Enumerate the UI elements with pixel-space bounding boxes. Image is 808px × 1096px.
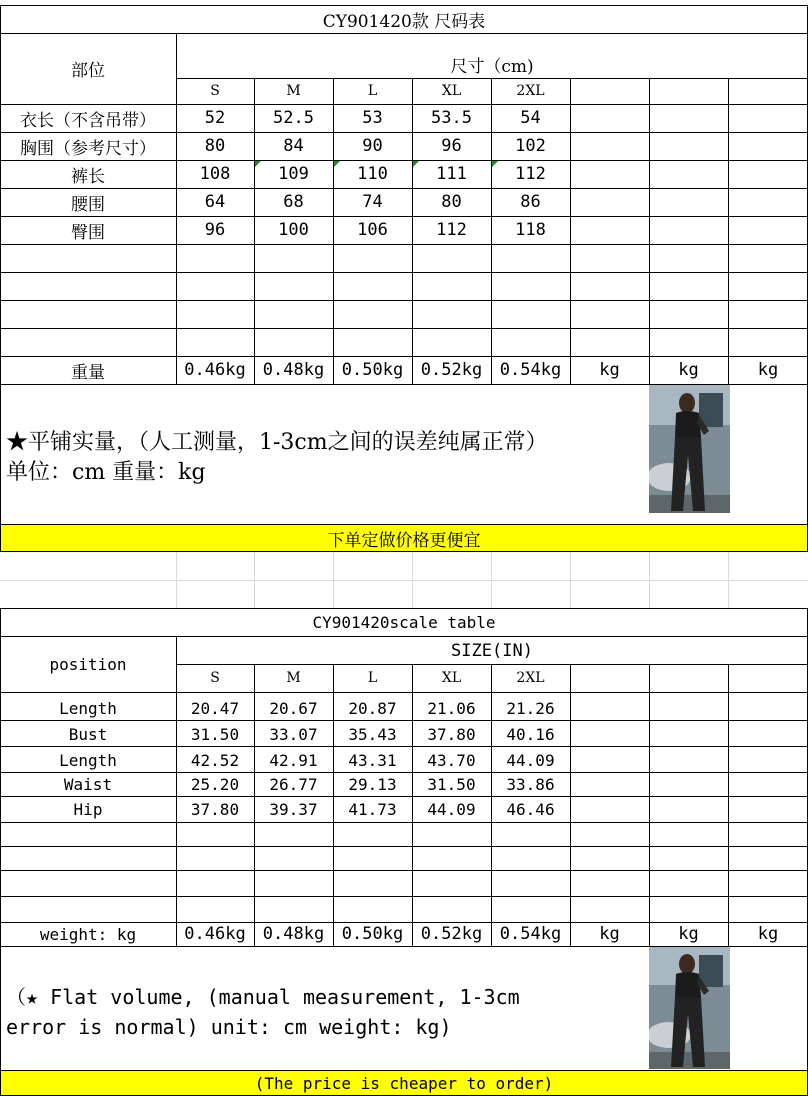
- weight-cell: 0.54kg: [499, 360, 562, 380]
- table-cell: 21.26: [506, 698, 555, 718]
- table-cell: 35.43: [348, 724, 397, 744]
- table-cell: 80: [441, 192, 462, 212]
- weight-label: weight: kg: [39, 924, 137, 944]
- model-photo-icon: [649, 385, 730, 513]
- en-size-header: SIZE(IN): [451, 641, 533, 661]
- table-cell: 37.80: [190, 800, 240, 819]
- cn-size-2xl: 2XL: [516, 83, 545, 99]
- row-label: 胸围（参考尺寸）: [20, 138, 156, 159]
- table-cell: 29.13: [348, 775, 397, 794]
- row-label: 衣长（不含吊带）: [20, 110, 156, 131]
- en-note-line1: （★ Flat volume, (manual measurement, 1-3cm: [6, 985, 520, 1009]
- table-cell: 20.87: [348, 698, 397, 718]
- cn-note-line1: ★平铺实量，（人工测量，1-3cm之间的误差纯属正常）: [6, 430, 548, 455]
- row-label: 臀围: [71, 222, 105, 243]
- table-cell: 54: [520, 108, 541, 128]
- model-photo-icon: [649, 947, 730, 1069]
- weight-cell: kg: [757, 360, 779, 380]
- weight-cell: kg: [757, 924, 779, 944]
- table-cell: 111: [436, 164, 467, 184]
- row-label: Length: [59, 698, 117, 718]
- table-cell: 100: [278, 220, 309, 240]
- table-cell: 26.77: [269, 775, 318, 794]
- table-cell: 31.50: [427, 775, 476, 794]
- table-cell: 53.5: [431, 108, 472, 128]
- table-cell: 102: [515, 136, 546, 156]
- table-cell: 53: [362, 108, 383, 128]
- table-cell: 64: [204, 192, 226, 212]
- table-cell: 52: [204, 108, 226, 128]
- table-cell: 43.31: [348, 750, 397, 770]
- en-size-m: M: [286, 670, 301, 686]
- table-cell: 74: [362, 192, 383, 212]
- cn-part-header: 部位: [71, 61, 105, 81]
- weight-cell: kg: [678, 360, 699, 380]
- row-label: Hip: [73, 800, 103, 819]
- table-cell: 90: [362, 136, 383, 156]
- table-cell: 118: [515, 220, 546, 240]
- row-label: 裤长: [71, 166, 105, 187]
- table-cell: 86: [520, 192, 541, 212]
- cn-size-l: L: [367, 83, 378, 99]
- cn-order-banner: 下单定做价格更便宜: [0, 524, 808, 552]
- table-cell: 112: [436, 220, 467, 240]
- en-notes: [6, 982, 520, 1042]
- en-note-line2: error is normal) unit: cm weight: kg): [6, 1015, 452, 1039]
- en-size-xl: XL: [441, 670, 462, 686]
- table-cell: 37.80: [427, 724, 476, 744]
- table-cell: 21.06: [427, 698, 476, 718]
- table-cell: 96: [204, 220, 226, 240]
- cn-size-s: S: [210, 83, 220, 99]
- weight-cell: 0.50kg: [341, 924, 404, 944]
- weight-cell: 0.48kg: [262, 360, 325, 380]
- weight-cell: 0.50kg: [341, 360, 404, 380]
- weight-cell: 0.52kg: [420, 360, 483, 380]
- table-cell: 33.86: [506, 775, 555, 794]
- cn-size-header: 尺寸（cm): [450, 56, 534, 77]
- table-cell: 112: [515, 164, 546, 184]
- weight-cell: kg: [599, 924, 620, 944]
- table-cell: 25.20: [190, 775, 240, 794]
- weight-cell: 0.54kg: [499, 924, 562, 944]
- table-cell: 68: [283, 192, 304, 212]
- table-cell: 96: [441, 136, 462, 156]
- row-label: 腰围: [71, 194, 105, 215]
- table-cell: 20.47: [190, 698, 240, 718]
- table-cell: 110: [357, 164, 388, 184]
- weight-cell: 0.46kg: [184, 360, 246, 380]
- en-size-l: L: [367, 670, 378, 686]
- weight-cell: 0.52kg: [420, 924, 483, 944]
- cn-notes: [6, 428, 548, 488]
- weight-cell: kg: [599, 360, 620, 380]
- en-size-s: S: [210, 670, 220, 686]
- table-cell: 108: [199, 164, 231, 184]
- weight-cell: 0.48kg: [262, 924, 325, 944]
- table-cell: 44.09: [506, 750, 555, 770]
- table-cell: 42.52: [190, 750, 240, 770]
- table-cell: 43.70: [427, 750, 476, 770]
- table-cell: 39.37: [269, 800, 318, 819]
- weight-cell: kg: [678, 924, 699, 944]
- en-size-2xl: 2XL: [516, 670, 545, 686]
- weight-label: 重量: [71, 362, 105, 383]
- cn-size-xl: XL: [441, 83, 462, 99]
- cn-size-m: M: [286, 83, 301, 99]
- table-cell: 20.67: [269, 698, 318, 718]
- table-cell: 46.46: [506, 800, 555, 819]
- cn-note-line2: 单位：cm 重量：kg: [6, 460, 206, 485]
- row-label: Waist: [63, 775, 113, 794]
- row-label: Bust: [68, 724, 108, 744]
- en-part-header: position: [49, 654, 127, 674]
- table-cell: 80: [204, 136, 226, 156]
- weight-cell: 0.46kg: [184, 924, 246, 944]
- cn-table-title: CY901420款 尺码表: [322, 11, 486, 32]
- table-cell: 52.5: [273, 108, 314, 128]
- en-table-title: CY901420scale table: [312, 612, 496, 632]
- table-cell: 33.07: [269, 724, 318, 744]
- table-cell: 42.91: [269, 750, 318, 770]
- table-cell: 44.09: [427, 800, 476, 819]
- table-cell: 31.50: [190, 724, 240, 744]
- row-label: Length: [59, 750, 117, 770]
- table-cell: 84: [283, 136, 304, 156]
- table-cell: 109: [278, 164, 309, 184]
- table-cell: 40.16: [506, 724, 555, 744]
- table-cell: 41.73: [348, 800, 397, 819]
- en-order-banner: (The price is cheaper to order): [0, 1070, 808, 1096]
- table-cell: 106: [357, 220, 388, 240]
